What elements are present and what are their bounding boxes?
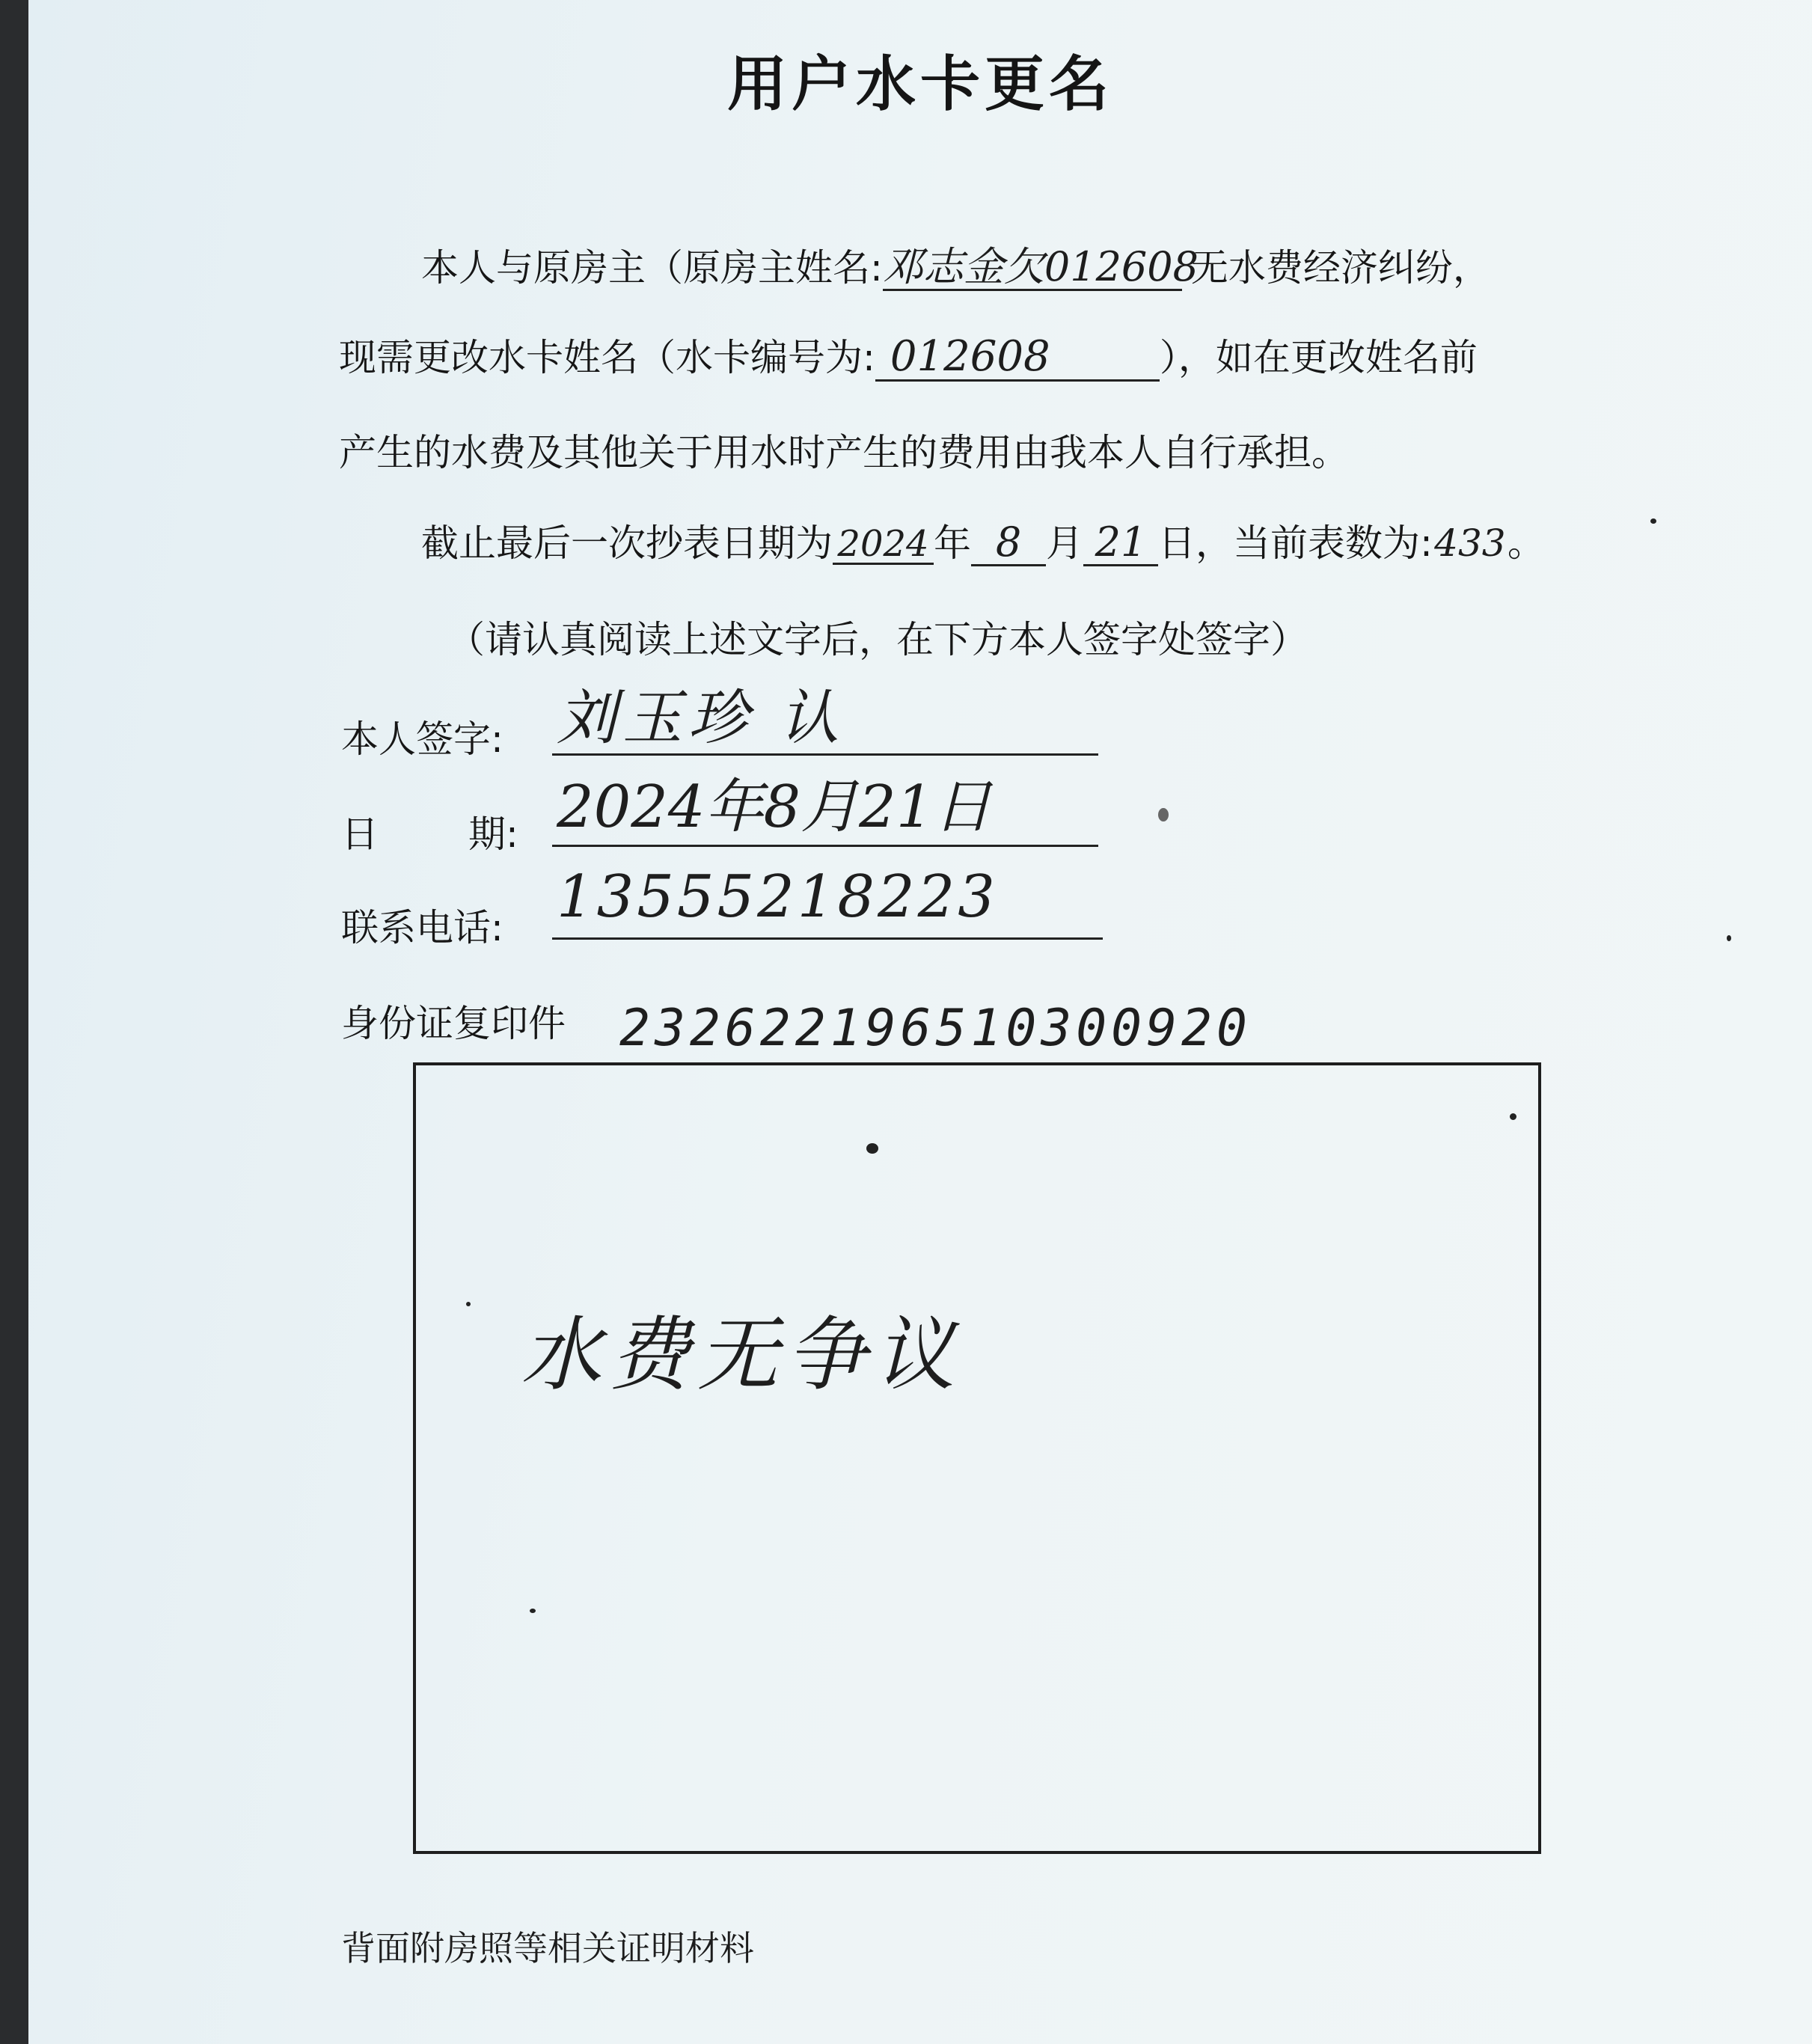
scan-speck [1727,935,1731,941]
footnote-text: 背面附房照等相关证明材料 [341,1928,754,1968]
meter-reading-handwritten: 433 [1434,521,1506,565]
meter-reading-line [421,513,1545,567]
paragraph-line-3: 产生的水费及其他关于用水时产生的费用由我本人自行承担。 [339,431,1349,474]
scan-speck [466,1302,471,1306]
meter-month-unit: 月 [1046,521,1083,565]
signature-label: 本人签字: [341,717,503,761]
id-copy-label: 身份证复印件 [341,1002,566,1045]
line2-suffix: ），如在更改姓名前 [1159,336,1478,379]
paragraph-line-2 [339,328,1478,382]
scan-speck [1650,518,1656,524]
scan-speck [530,1609,536,1613]
meter-year-handwritten: 2024 [833,525,934,565]
meter-day-handwritten: 21 [1083,521,1158,566]
document-title: 用户水卡更名 [727,49,1113,119]
phone-label: 联系电话: [341,906,503,949]
instruction-text: （请认真阅读上述文字后，在下方本人签字处签字） [447,618,1308,661]
meter-day-unit: 日，当前表数为: [1158,521,1433,565]
line1-prefix: 本人与原房主（原房主姓名: [421,246,883,290]
paragraph-line-1 [421,238,1490,292]
scan-speck [1510,1113,1516,1120]
date-label-1: 日 [341,813,379,856]
line2-prefix: 现需更改水卡姓名（水卡编号为: [339,336,875,379]
meter-prefix: 截止最后一次抄表日期为 [421,521,833,565]
date-handwritten: 2024年8月21日 [552,778,1098,847]
line1-suffix: 无水费经济纠纷， [1190,246,1490,290]
scan-speck [1158,808,1169,821]
id-number-handwritten: 232622196510300920 [619,999,1252,1058]
meter-end: 。 [1507,521,1545,565]
card-number-handwritten: 012608 [875,335,1160,382]
date-label-2: 期: [468,813,518,856]
id-copy-box [413,1062,1541,1854]
previous-owner-handwritten: 邓志金欠012608 [882,243,1199,290]
signature-handwritten: 刘玉珍 认 [552,688,1098,756]
box-handwritten-note: 水费无争议 [521,1309,963,1402]
phone-handwritten: 13555218223 [552,868,1103,940]
document-page [28,0,1812,2044]
meter-month-handwritten: 8 [971,521,1046,566]
meter-year-unit: 年 [934,521,971,565]
scan-speck [866,1143,878,1154]
